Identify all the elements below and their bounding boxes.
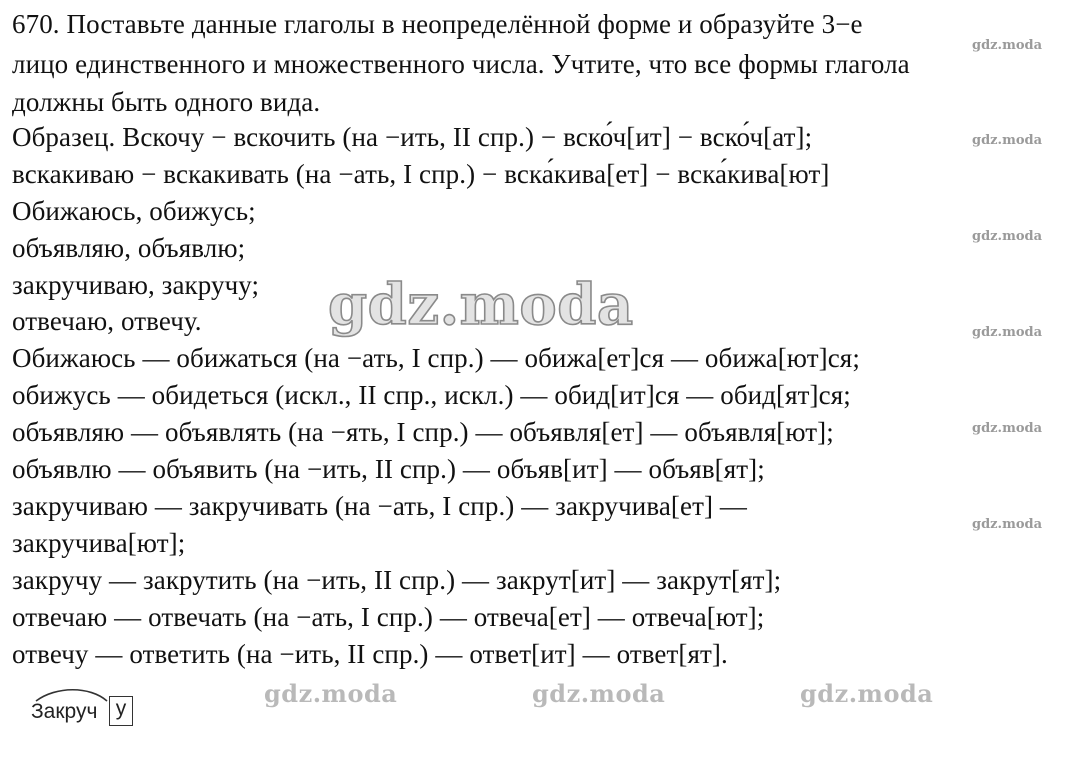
task-line-1: 670. Поставьте данные глаголы в неопределённой форме и образуйте 3−е	[12, 9, 863, 39]
watermark-small: gdz.moda	[972, 517, 1043, 532]
answer-line: отвечу — ответить (на −ить, II спр.) — ответ[ит] — ответ[ят].	[12, 639, 728, 669]
morpheme-diagram	[28, 684, 140, 730]
watermark-bottom: gdz.moda	[532, 679, 666, 708]
watermark-small: gdz.moda	[972, 229, 1043, 244]
answer-line: объявляю — объявлять (на −ять, I спр.) — объявля[ет] — объявля[ют];	[12, 417, 834, 447]
watermark-bottom: gdz.moda	[264, 679, 398, 708]
watermark-bottom: gdz.moda	[800, 679, 934, 708]
watermark-large: gdz.moda	[328, 272, 634, 338]
answer-line: закручиваю — закручивать (на −ать, I спр.) — закручива[ет] —	[12, 491, 748, 521]
given-word-line: закручиваю, закручу;	[12, 270, 260, 300]
answer-line: закручива[ют];	[12, 528, 186, 558]
answer-line: обижусь — обидеться (искл., II спр., искл.) — обид[ит]ся — обид[ят]ся;	[12, 380, 851, 410]
task-line-2: лицо единственного и множественного числа. Учтите, что все формы глагола	[12, 49, 910, 79]
morpheme-stem: Закруч	[31, 700, 98, 723]
sample-line-1: Образец. Вскочу − вскочить (на −ить, II спр.) − вско́ч[ит] − вско́ч[ат];	[12, 122, 813, 152]
given-word-line: объявляю, объявлю;	[12, 233, 246, 263]
given-word-line: отвечаю, отвечу.	[12, 306, 202, 336]
watermark-small: gdz.moda	[972, 38, 1043, 53]
watermark-small: gdz.moda	[972, 325, 1043, 340]
sample-line-2: вскакиваю − вскакивать (на −ать, I спр.) − вска́кива[ет] − вска́кива[ют]	[12, 159, 830, 189]
watermark-small: gdz.moda	[972, 421, 1043, 436]
watermark-small: gdz.moda	[972, 133, 1043, 148]
answer-line: отвечаю — отвечать (на −ать, I спр.) — отвеча[ет] — отвеча[ют];	[12, 602, 765, 632]
answer-line: Обижаюсь — обижаться (на −ать, I спр.) — обижа[ет]ся — обижа[ют]ся;	[12, 343, 860, 373]
answer-line: закручу — закрутить (на −ить, II спр.) — закрут[ит] — закрут[ят];	[12, 565, 782, 595]
task-line-3: должны быть одного вида.	[12, 87, 321, 117]
answer-line: объявлю — объявить (на −ить, II спр.) — объяв[ит] — объяв[ят];	[12, 454, 765, 484]
given-word-line: Обижаюсь, обижусь;	[12, 196, 256, 226]
morpheme-ending-box: у	[109, 696, 133, 726]
